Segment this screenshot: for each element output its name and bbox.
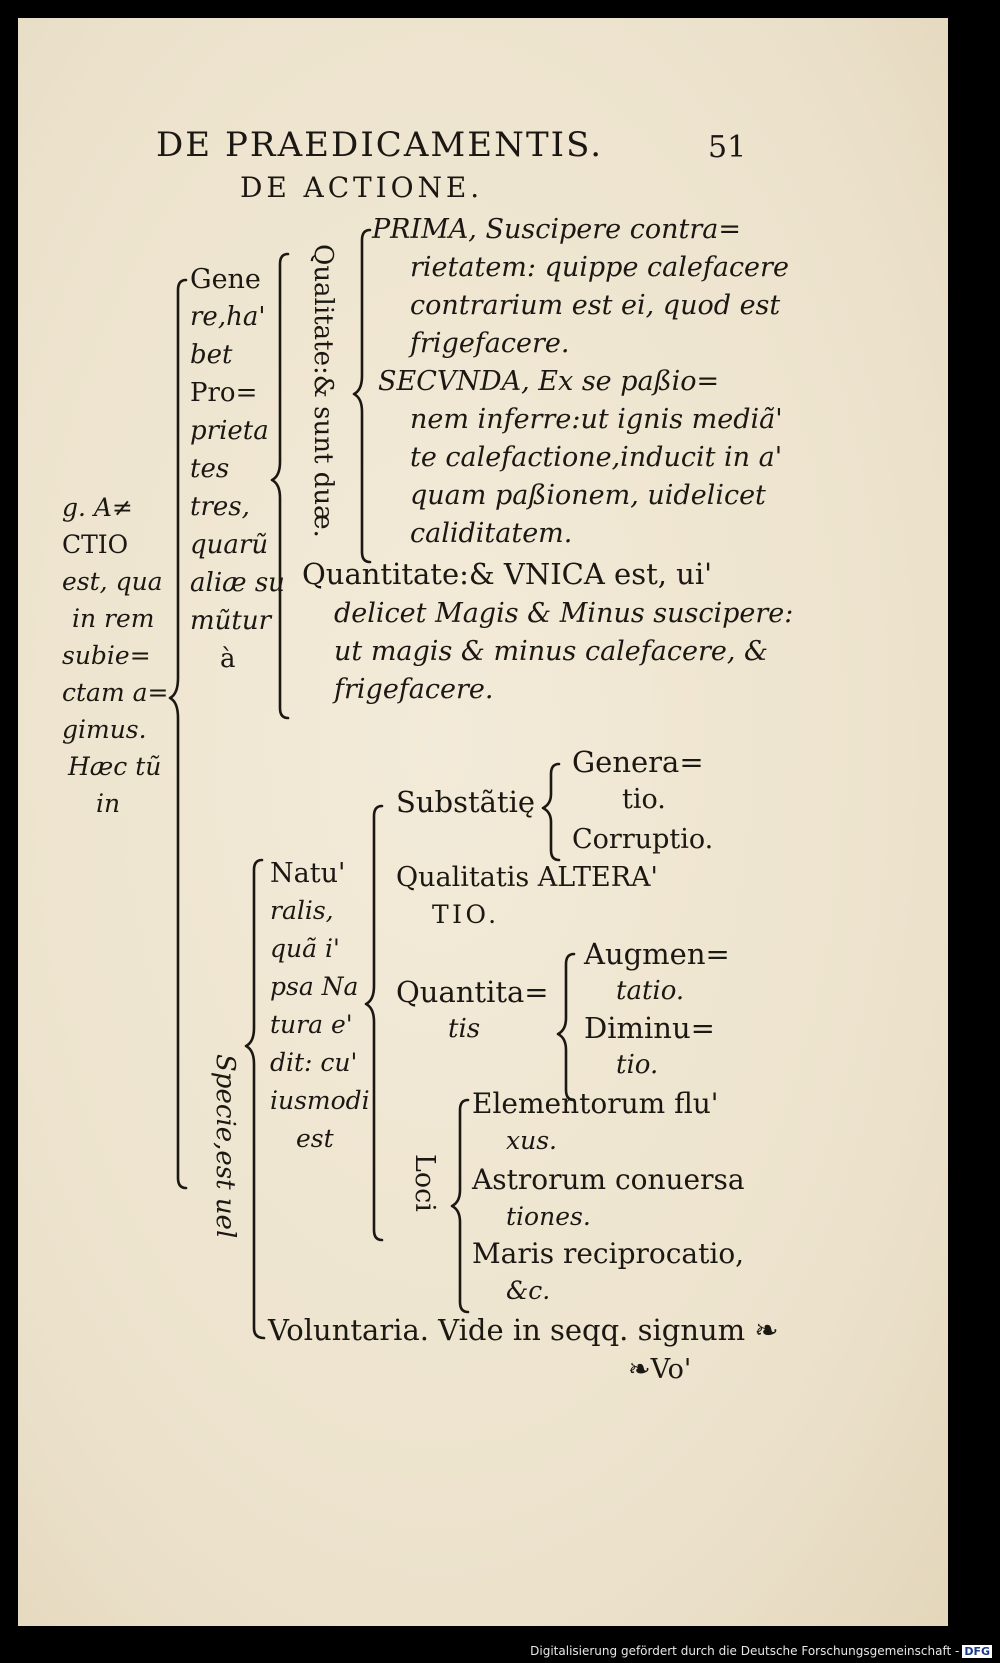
astrorum-line: tiones. — [506, 1202, 591, 1231]
voluntaria-line: Voluntaria. Vide in seqq. signum ❧ — [268, 1313, 779, 1347]
genere-line: mũtur — [190, 606, 272, 636]
prima-line: rietatem: quippe calefacere — [410, 252, 789, 283]
maris-line: &c. — [506, 1276, 551, 1305]
qualitatis-line: Qualitatis ALTERA' — [396, 862, 658, 893]
substantiae-label: Substãtię — [396, 785, 536, 819]
augmentatio-line: Augmen= — [584, 937, 730, 971]
naturalis-line: quã i' — [270, 934, 340, 963]
definition-line: subie= — [62, 641, 151, 670]
brace-substantiae — [543, 764, 559, 860]
genere-line: prieta — [190, 416, 269, 446]
digitization-footer — [0, 1640, 1000, 1662]
naturalis-line: ralis, — [270, 896, 334, 925]
genere-line: tres, — [190, 492, 250, 522]
brace-quantitatis — [558, 954, 574, 1100]
section-title: DE ACTIONE. — [240, 171, 484, 204]
specie-label: Specie,est uel — [210, 1054, 240, 1239]
prima-line: PRIMA, Suscipere contra= — [372, 214, 741, 245]
genere-line: tes — [190, 454, 230, 484]
definition-line: est, qua — [62, 567, 163, 596]
quantitatis-line: tis — [448, 1014, 481, 1044]
quantitate-line: Quantitate:& VNICA est, ui' — [302, 557, 713, 591]
quantitatis-line: Quantita= — [396, 975, 549, 1009]
secunda-line: te calefactione,inducit in a' — [410, 442, 783, 473]
definition-line: in — [96, 789, 121, 818]
genere-line: re,ha' — [190, 302, 266, 332]
dfg-logo: DFG — [964, 1645, 990, 1658]
genere-line: aliæ su — [190, 568, 285, 598]
qualitatis-line: TIO. — [432, 900, 500, 929]
genere-line: à — [220, 644, 236, 674]
maris-line: Maris reciprocatio, — [472, 1237, 745, 1270]
brace-qualitate — [354, 230, 370, 562]
quantitate-line: ut magis & minus calefacere, & — [334, 636, 769, 667]
definition-line: g. A≠ — [62, 493, 133, 522]
brace-genere — [272, 254, 288, 718]
astrorum-line: Astrorum conuersa — [472, 1163, 745, 1196]
definition-line: Hæc tũ — [68, 752, 162, 781]
diminutio-line: tio. — [616, 1050, 659, 1080]
loci-label: Loci — [409, 1154, 440, 1212]
elementorum-line: Elementorum flu' — [472, 1087, 719, 1120]
quantitate-line: frigefacere. — [334, 674, 494, 705]
book-page — [18, 18, 948, 1626]
augmentatio-line: tatio. — [616, 976, 685, 1006]
elementorum-line: xus. — [506, 1126, 557, 1155]
prima-line: frigefacere. — [410, 328, 570, 359]
secunda-line: caliditatem. — [410, 518, 573, 549]
naturalis-line: Natu' — [270, 858, 346, 889]
quantitate-line: delicet Magis & Minus suscipere: — [334, 598, 794, 629]
corruptio-line: Corruptio. — [572, 824, 714, 855]
brace-specie — [246, 860, 264, 1338]
genere-line: quarũ — [190, 530, 269, 560]
naturalis-line: dit: cu' — [270, 1048, 358, 1077]
definition-line: in rem — [72, 604, 155, 633]
genere-line: Gene — [190, 264, 261, 295]
secunda-line: nem inferre:ut ignis mediã' — [410, 404, 783, 435]
naturalis-line: est — [296, 1124, 334, 1153]
generatio-line: Genera= — [572, 745, 704, 779]
brace-main — [170, 280, 186, 1188]
brace-naturalis — [366, 806, 382, 1240]
definition-line: gimus. — [62, 715, 147, 744]
diminutio-line: Diminu= — [584, 1011, 715, 1045]
naturalis-line: psa Na — [270, 972, 359, 1001]
secunda-line: quam paßionem, uidelicet — [410, 480, 766, 511]
genere-line: bet — [190, 340, 233, 370]
definition-line: ctam a= — [62, 678, 169, 707]
definition-line: CTIO — [62, 530, 129, 559]
generatio-line: tio. — [622, 784, 666, 815]
secunda-line: SECVNDA, Ex se paßio= — [378, 366, 720, 397]
qualitate-label: Qualitate:& sunt duæ. — [308, 244, 338, 538]
page-number: 51 — [708, 130, 747, 165]
naturalis-line: tura e' — [270, 1010, 353, 1039]
naturalis-line: iusmodi — [270, 1086, 370, 1115]
running-title: DE PRAEDICAMENTIS. — [156, 125, 604, 165]
prima-line: contrarium est ei, quod est — [410, 290, 781, 321]
footer-text: Digitalisierung gefördert durch die Deutsche Forschungsgemeinschaft - — [530, 1644, 960, 1658]
genere-line: Pro= — [190, 378, 258, 408]
catchword: ❧Vo' — [628, 1354, 692, 1385]
brace-loci — [452, 1100, 468, 1312]
